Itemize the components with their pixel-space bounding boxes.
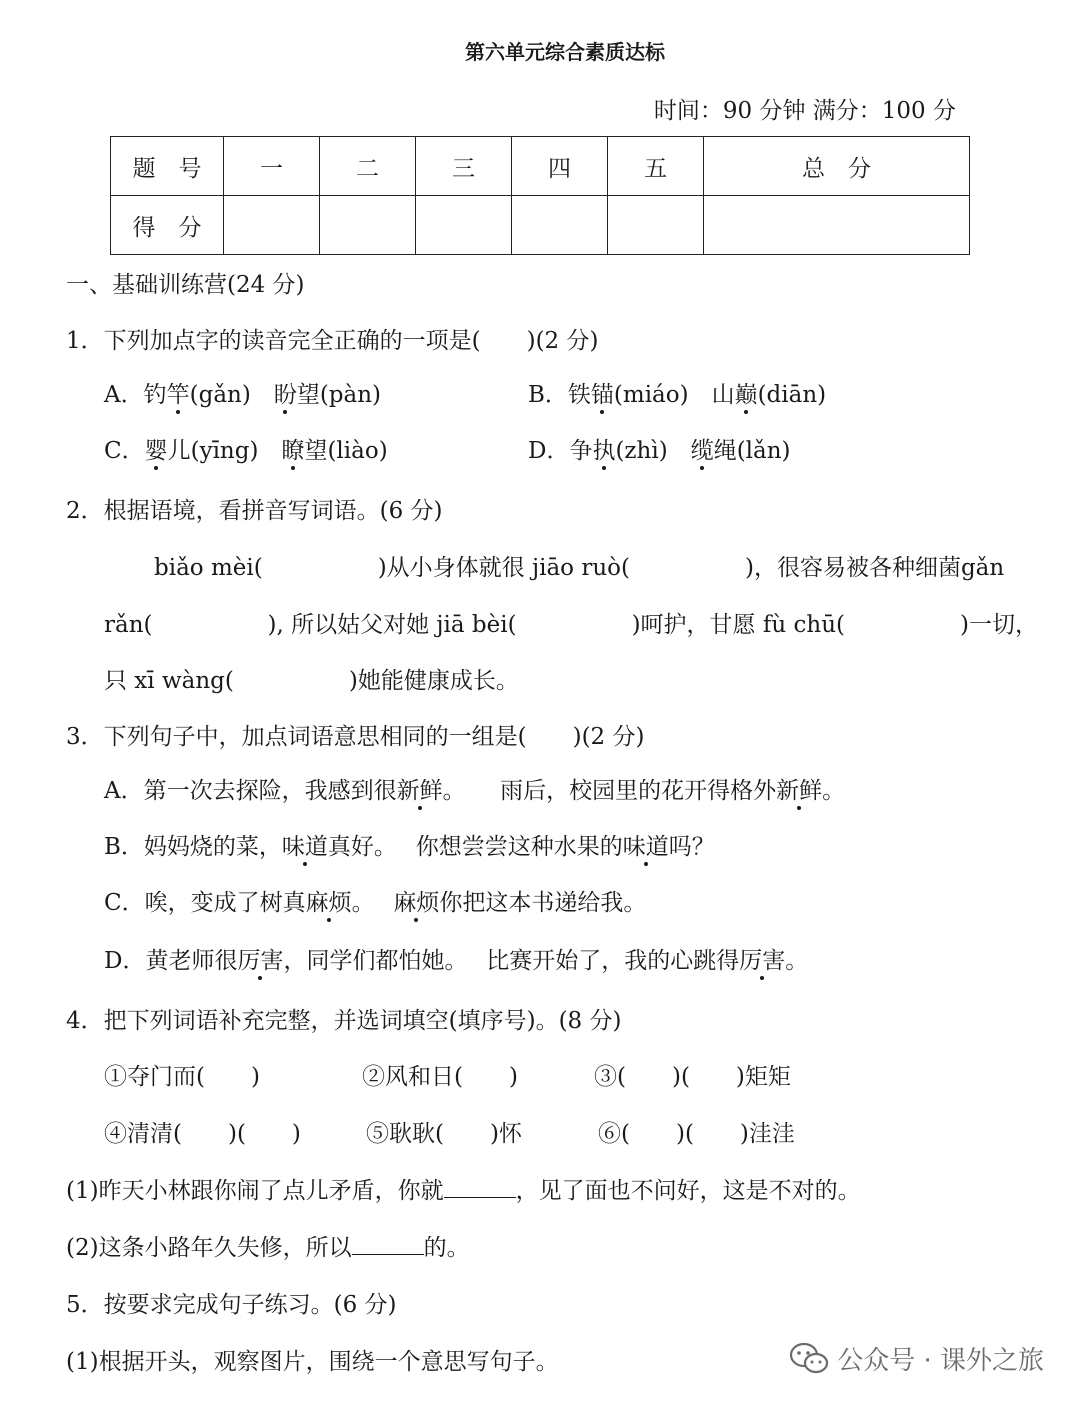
- score-table: [110, 136, 970, 255]
- table-cell: 四: [512, 137, 608, 196]
- table-cell: 题 号: [111, 137, 224, 196]
- question-1-option-d[interactable]: D．争执(zhì) 缆绳(lǎn): [528, 438, 791, 464]
- question-3-option-c[interactable]: C．唉，变成了树真麻烦。 麻烦你把这本书递给我。: [104, 890, 647, 916]
- question-2-line-3: 只 xī wàng( )她能健康成长。: [104, 668, 519, 694]
- idiom-item: ③( )( )矩矩: [594, 1064, 791, 1090]
- idiom-item: ⑤耿耿( )怀: [366, 1121, 522, 1147]
- question-2-line-1: biǎo mèi( )从小身体就很 jiāo ruò( )，很容易被各种细菌gǎn: [154, 555, 1005, 581]
- score-input-cell[interactable]: [224, 196, 320, 255]
- question-3-option-a[interactable]: A．第一次去探险，我感到很新鲜。 雨后，校园里的花开得格外新鲜。: [104, 778, 846, 804]
- score-input-cell[interactable]: [320, 196, 416, 255]
- question-2-line-2: rǎn( ), 所以姑父对她 jiā bèi( )呵护，甘愿 fù chū( )一切，: [104, 612, 1038, 638]
- watermark: 公众号 · 课外之旅: [789, 1340, 1044, 1377]
- idiom-item: ⑥( )( )洼洼: [598, 1121, 795, 1147]
- question-3-option-b[interactable]: B．妈妈烧的菜，味道真好。 你想尝尝这种水果的味道吗？: [104, 834, 715, 860]
- idiom-item: ②风和日( ): [362, 1064, 518, 1090]
- page-title: 第六单元综合素质达标: [465, 40, 665, 64]
- score-input-cell[interactable]: [416, 196, 512, 255]
- score-input-cell[interactable]: [512, 196, 608, 255]
- question-1-option-b[interactable]: B．铁锚(miáo) 山巅(diān): [528, 382, 827, 408]
- question-1-stem: 1．下列加点字的读音完全正确的一项是( )(2 分): [66, 328, 599, 354]
- section-heading: 一、基础训练营(24 分): [66, 272, 305, 298]
- question-3-stem: 3．下列句子中，加点词语意思相同的一组是( )(2 分): [66, 724, 645, 750]
- question-1-option-a[interactable]: A．钓竿(gǎn) 盼望(pàn): [104, 382, 382, 408]
- score-table-header-row: [111, 137, 970, 196]
- question-4-sub-2: (2)这条小路年久失修，所以 的。: [66, 1235, 470, 1261]
- score-input-cell[interactable]: [608, 196, 704, 255]
- time-score-info: 时间：90 分钟 满分：100 分: [653, 98, 956, 124]
- question-4-stem: 4．把下列词语补充完整，并选词填空(填序号)。(8 分): [66, 1008, 622, 1034]
- idiom-item: ①夺门而( ): [104, 1064, 260, 1090]
- table-cell: 总 分: [704, 137, 970, 196]
- question-1-option-c[interactable]: C．婴儿(yīng) 瞭望(liào): [104, 438, 388, 464]
- table-cell: 五: [608, 137, 704, 196]
- question-2-stem: 2．根据语境，看拼音写词语。(6 分): [66, 498, 443, 524]
- answer-blank[interactable]: [444, 1177, 516, 1198]
- table-cell: 三: [416, 137, 512, 196]
- table-cell: 二: [320, 137, 416, 196]
- score-table-score-row: [111, 196, 970, 255]
- table-cell: 一: [224, 137, 320, 196]
- table-cell: 得 分: [111, 196, 224, 255]
- wechat-icon: [789, 1342, 829, 1376]
- question-3-option-d[interactable]: D．黄老师很厉害，同学们都怕她。 比赛开始了，我的心跳得厉害。: [104, 948, 809, 974]
- idiom-item: ④清清( )( ): [104, 1121, 301, 1147]
- question-4-sub-1: (1)昨天小林跟你闹了点儿矛盾，你就 ，见了面也不问好，这是不对的。: [66, 1178, 861, 1204]
- answer-blank[interactable]: [352, 1234, 424, 1255]
- question-5-stem: 5．按要求完成句子练习。(6 分): [66, 1292, 397, 1318]
- question-5-sub-1: (1)根据开头，观察图片，围绕一个意思写句子。: [66, 1349, 559, 1375]
- score-input-cell[interactable]: [704, 196, 970, 255]
